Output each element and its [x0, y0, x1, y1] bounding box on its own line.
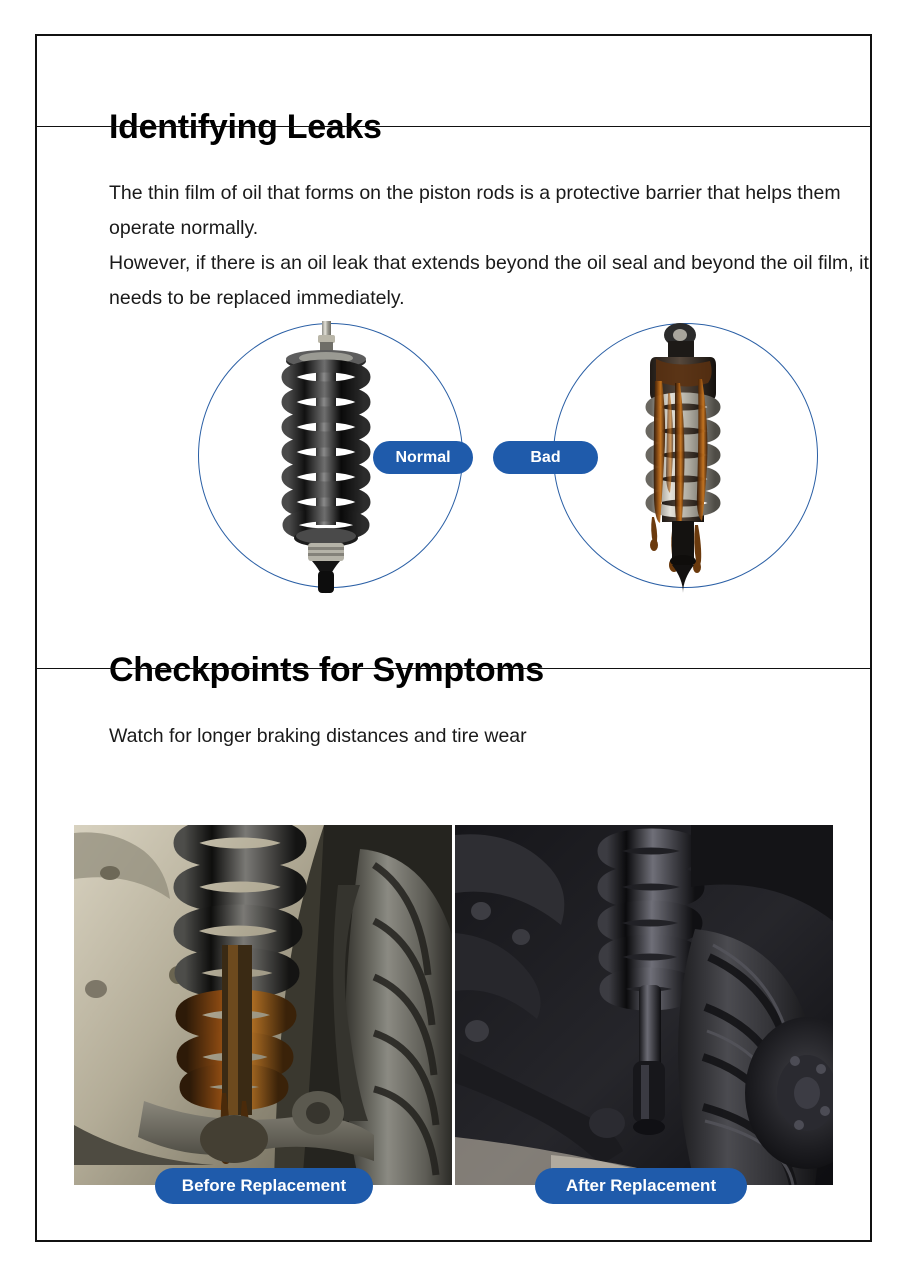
page-title-identifying-leaks: Identifying Leaks — [109, 108, 382, 146]
caption-after-replacement: After Replacement — [535, 1168, 747, 1204]
leaks-paragraph-1: The thin film of oil that forms on the piston rods is a protective barrier that helps them operate normally. — [109, 182, 841, 239]
leaks-paragraph-2: However, if there is an oil leak that extends beyond the oil seal and beyond the oil film, it needs to be replaced immediately. — [109, 252, 869, 309]
photo-before-replacement — [74, 825, 452, 1185]
content-frame — [35, 34, 872, 1242]
symptoms-description: Watch for longer braking distances and tire wear — [109, 725, 527, 747]
heading-divider-2 — [37, 668, 870, 669]
leak-comparison-diagram — [73, 311, 873, 611]
caption-before-replacement: Before Replacement — [155, 1168, 373, 1204]
photo-after-replacement — [455, 825, 833, 1185]
badge-normal: Normal — [373, 441, 473, 474]
badge-bad: Bad — [493, 441, 598, 474]
before-after-photo-row — [74, 825, 834, 1185]
page-title-checkpoints-for-symptoms: Checkpoints for Symptoms — [109, 651, 544, 689]
heading-divider-1 — [37, 126, 870, 127]
shock-absorber-bad-image — [618, 319, 753, 594]
